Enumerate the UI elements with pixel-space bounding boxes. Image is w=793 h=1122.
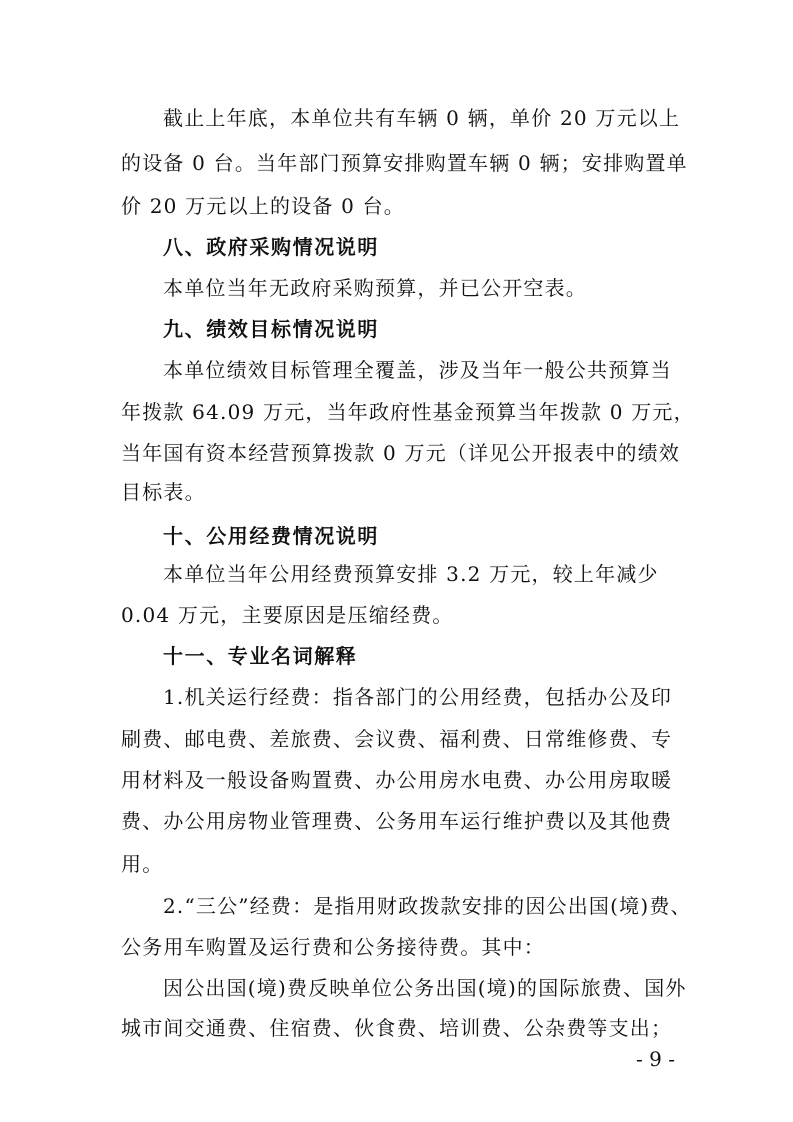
- paragraph-line: 2.“三公”经费：是指用财政拨款安排的因公出国(境)费、: [163, 894, 692, 918]
- section-heading-performance-goals: 九、绩效目标情况说明: [163, 317, 379, 341]
- paragraph-line: 本单位当年无政府采购预算，并已公开空表。: [163, 276, 587, 300]
- paragraph-line: 城市间交通费、住宿费、伙食费、培训费、公杂费等支出；: [121, 1016, 673, 1040]
- paragraph-line: 价 20 万元以上的设备 0 台。: [121, 194, 406, 218]
- paragraph-line: 刷费、邮电费、差旅费、会议费、福利费、日常维修费、专: [121, 727, 673, 751]
- paragraph-line: 年拨款 64.09 万元，当年政府性基金预算当年拨款 0 万元，: [121, 400, 695, 424]
- paragraph-line: 0.04 万元，主要原因是压缩经费。: [121, 603, 454, 627]
- paragraph-line: 1.机关运行经费：指各部门的公用经费，包括办公及印: [163, 685, 673, 709]
- paragraph-line: 费、办公用房物业管理费、公务用车运行维护费以及其他费: [121, 809, 673, 833]
- page-number: - 9 -: [636, 1047, 675, 1071]
- section-heading-terms: 十一、专业名词解释: [163, 644, 358, 668]
- paragraph-line: 本单位当年公用经费预算安排 3.2 万元，较上年减少: [163, 562, 659, 586]
- paragraph-line: 用。: [121, 852, 164, 876]
- paragraph-line: 因公出国(境)费反映单位公务出国(境)的国际旅费、国外: [163, 976, 687, 1000]
- paragraph-line-vehicles: 截止上年底，本单位共有车辆 0 辆，单价 20 万元以上: [163, 106, 681, 130]
- paragraph-line: 本单位绩效目标管理全覆盖，涉及当年一般公共预算当: [163, 358, 672, 382]
- paragraph-line: 目标表。: [121, 480, 206, 504]
- section-heading-public-funds: 十、公用经费情况说明: [163, 524, 379, 548]
- section-heading-government-procurement: 八、政府采购情况说明: [163, 235, 379, 259]
- paragraph-line: 用材料及一般设备购置费、办公用房水电费、办公用房取暖: [121, 768, 673, 792]
- paragraph-line: 的设备 0 台。当年部门预算安排购置车辆 0 辆；安排购置单: [121, 151, 688, 175]
- paragraph-line: 当年国有资本经营预算拨款 0 万元（详见公开报表中的绩效: [121, 441, 681, 465]
- paragraph-line: 公务用车购置及运行费和公务接待费。其中：: [121, 935, 545, 959]
